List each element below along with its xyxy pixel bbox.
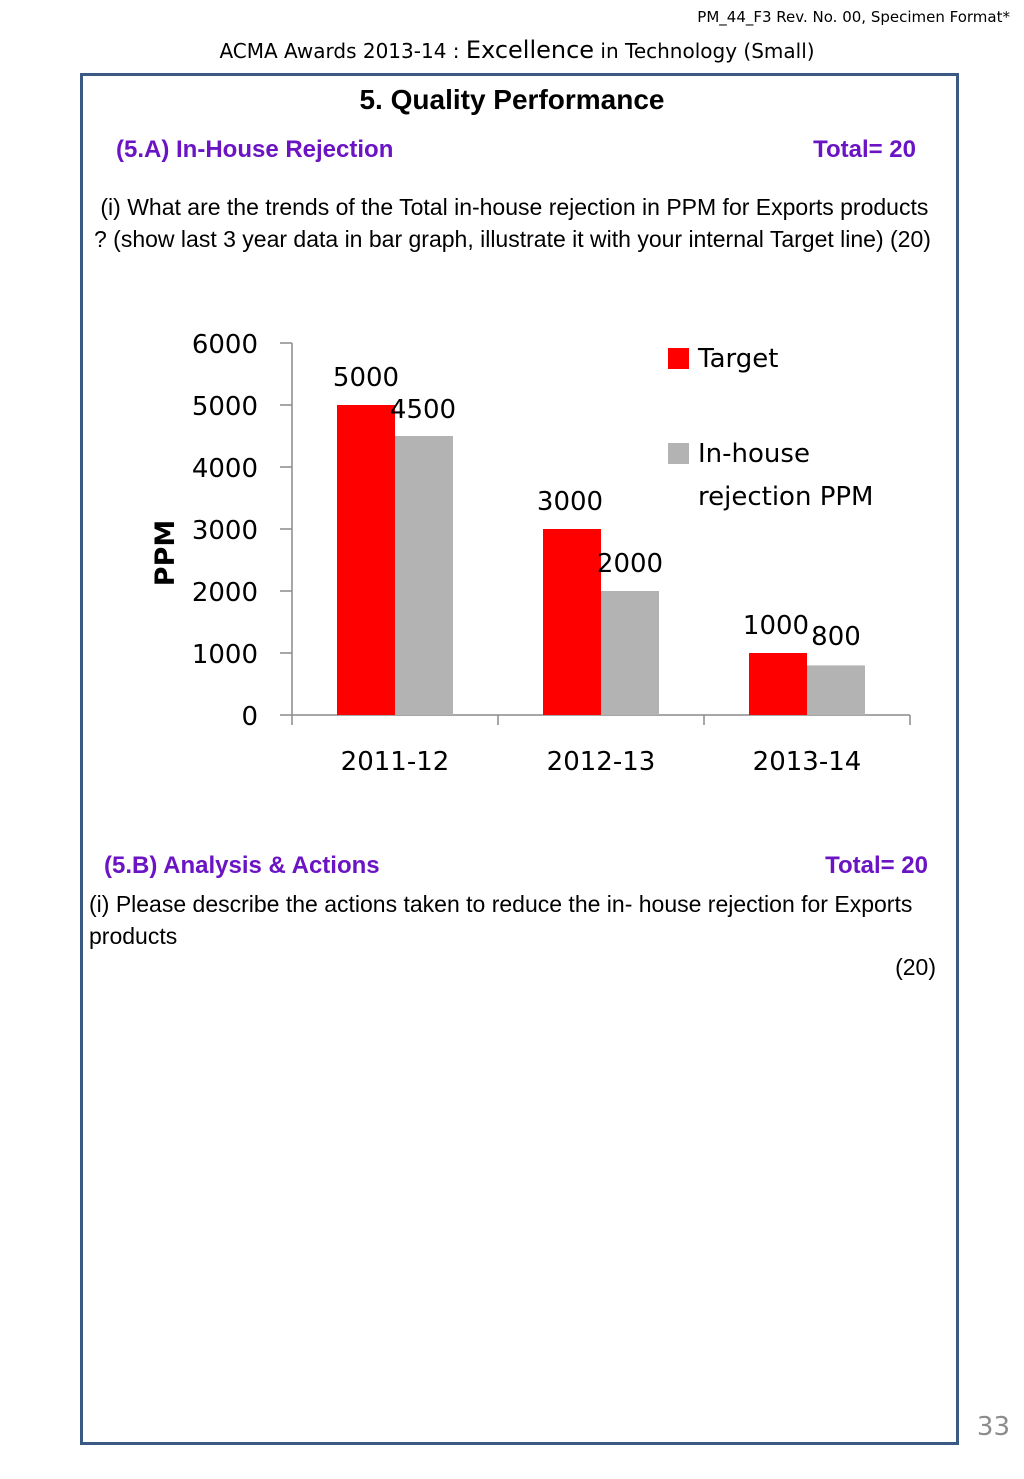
bar-target (543, 529, 601, 715)
legend-label-target: Target (698, 344, 779, 374)
data-label: 800 (811, 622, 861, 652)
header-title-part3: in Technology (Small) (594, 39, 815, 63)
y-tick-label: 1000 (191, 640, 258, 670)
section-a-title: (5.A) In-House Rejection (116, 136, 394, 163)
legend-swatch-target (668, 348, 689, 369)
data-label: 5000 (332, 363, 400, 393)
y-tick-label: 4000 (191, 454, 258, 484)
x-tick-label: 2011-12 (340, 747, 450, 777)
section-title: 5. Quality Performance (359, 84, 665, 115)
data-label: 2000 (596, 549, 664, 579)
y-tick-label: 5000 (191, 392, 258, 422)
page-number: 33 (976, 1412, 1010, 1442)
y-tick-label: 6000 (191, 330, 258, 360)
legend-label-rejection-line1: In-house (698, 439, 810, 469)
x-tick-label: 2012-13 (546, 747, 656, 777)
legend-label-rejection-line2: rejection PPM (698, 482, 874, 512)
data-label: 4500 (389, 395, 457, 425)
question-b-marks: (20) (895, 954, 936, 980)
question-b: (i) Please describe the actions taken to reduce the in- house rejection for Exports products (89, 891, 913, 949)
bar-rejection (601, 591, 659, 715)
data-label: 1000 (742, 611, 810, 641)
y-tick-label: 3000 (191, 516, 258, 546)
header-title-part1: ACMA Awards 2013-14 : (219, 39, 466, 63)
x-tick-label: 2013-14 (752, 747, 862, 777)
section-b-total: Total= 20 (825, 852, 928, 879)
bar-target (749, 653, 807, 715)
question-a: (i) What are the trends of the Total in-house rejection in PPM for Exports products ? (show last 3 year data in bar graph, illustrate it with your internal Target line) (20) (94, 194, 935, 252)
y-tick-label: 2000 (191, 578, 258, 608)
y-tick-label: 0 (241, 702, 258, 732)
y-axis-label: PPM (150, 519, 181, 587)
bar-rejection (395, 436, 453, 715)
section-a-total: Total= 20 (813, 136, 916, 163)
section-b-title: (5.B) Analysis & Actions (104, 852, 380, 879)
data-label: 3000 (536, 487, 604, 517)
bar-target (337, 405, 395, 715)
legend-swatch-rejection (668, 443, 689, 464)
form-code: PM_44_F3 Rev. No. 00, Specimen Format* (697, 8, 1010, 26)
header-title-part2: Excellence (465, 36, 595, 64)
bar-rejection (807, 665, 865, 715)
